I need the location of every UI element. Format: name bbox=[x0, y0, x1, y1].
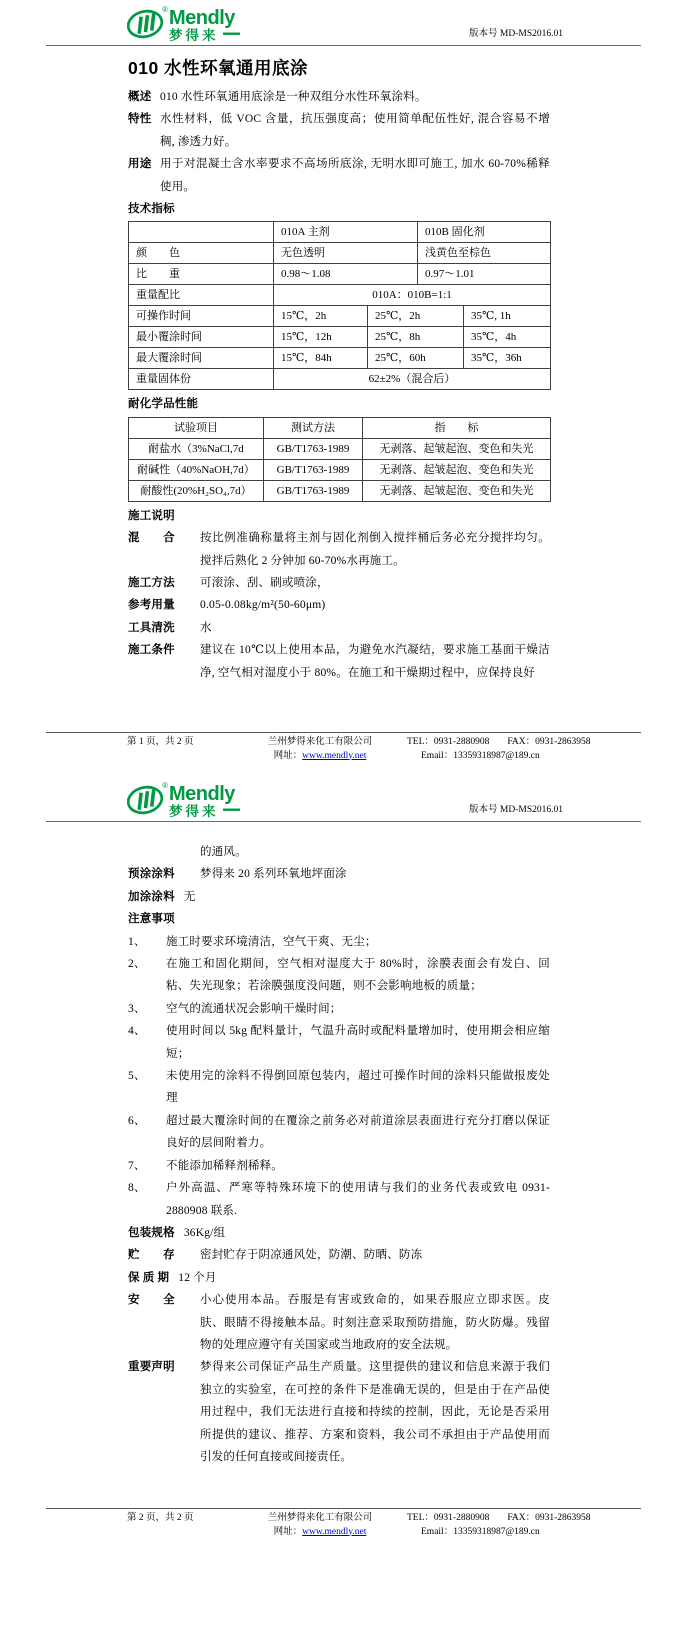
shelf-life-row bbox=[128, 1267, 550, 1289]
logo-stripes-icon bbox=[135, 790, 157, 810]
shelf-life-label: 保 质 期 bbox=[128, 1271, 170, 1284]
note-item: 4、 使用时间以 5kg 配料量计，气温升高时或配料量增加时，使用期会相应缩短； bbox=[128, 1025, 550, 1060]
website-link[interactable]: www.mendly.net bbox=[302, 750, 367, 761]
safety-row bbox=[128, 1289, 550, 1356]
table-row bbox=[129, 264, 551, 285]
table-cell bbox=[129, 222, 274, 243]
note-item: 8、 户外高温、严寒等特殊环境下的使用请与我们的业务代表或致电 0931-2880908 联系. bbox=[128, 1182, 550, 1217]
table-cell: 62±2%（混合后） bbox=[274, 369, 551, 390]
storage-text: 密封贮存于阴凉通风处，防潮、防晒、防冻 bbox=[200, 1249, 423, 1262]
mendly-logo-icon bbox=[127, 779, 245, 821]
precoat-label: 预涂涂料 bbox=[128, 868, 175, 881]
topcoat-text: 无 bbox=[183, 890, 196, 903]
method-text: 可滚涂、刮、刷或喷涂， bbox=[200, 577, 329, 590]
table-cell: 25℃，8h bbox=[368, 327, 464, 348]
registered-mark: ® bbox=[162, 5, 168, 14]
conditions-label: 施工条件 bbox=[128, 644, 175, 657]
shelf-life-text: 12 个月 bbox=[178, 1271, 217, 1284]
registered-mark: ® bbox=[162, 781, 168, 790]
table-header-cell: 试验项目 bbox=[129, 417, 264, 438]
product-title: 010 水性环氧通用底涂 bbox=[128, 58, 309, 78]
method-row bbox=[128, 572, 550, 594]
cleaning-row bbox=[128, 617, 550, 639]
precoat-text: 梦得来 20 系列环氧地坪面涂 bbox=[200, 868, 347, 881]
table-cell: 重量固体份 bbox=[129, 369, 274, 390]
table-cell: 15℃，2h bbox=[274, 306, 368, 327]
table-cell: 最小覆涂时间 bbox=[129, 327, 274, 348]
version-label: 版本号 MD-MS2016.01 bbox=[469, 29, 563, 39]
table-row bbox=[129, 417, 551, 438]
table-cell: 15℃，12h bbox=[274, 327, 368, 348]
table-row bbox=[129, 243, 551, 264]
construction-heading: 施工说明 bbox=[128, 509, 175, 522]
storage-row bbox=[128, 1244, 550, 1266]
packing-text: 36Kg/组 bbox=[183, 1226, 226, 1239]
footer-rule bbox=[46, 1508, 641, 1509]
table-cell: GB/T1763-1989 bbox=[264, 480, 363, 501]
website-link[interactable]: www.mendly.net bbox=[302, 1526, 367, 1537]
usage-text: 用于对混凝土含水率要求不高场所底涂, 无明水即可施工, 加水 60-70%稀释使用。 bbox=[160, 158, 550, 193]
table-cell: 最大覆涂时间 bbox=[129, 348, 274, 369]
table-cell: 35℃，36h bbox=[464, 348, 551, 369]
features-section bbox=[128, 108, 550, 153]
usage-section bbox=[128, 153, 550, 198]
table-cell: 0.97～1.01 bbox=[418, 264, 551, 285]
note-item: 7、 不能添加稀释剂稀释。 bbox=[128, 1159, 283, 1172]
table-cell: 35℃, 1h bbox=[464, 306, 551, 327]
table-cell: 010B 固化剂 bbox=[418, 222, 551, 243]
note-item: 1、 施工时要求环境清洁，空气干爽、无尘； bbox=[128, 935, 377, 948]
conditions-row bbox=[128, 639, 550, 684]
table-cell: 25℃，2h bbox=[368, 306, 464, 327]
note-item: 6、 超过最大覆涂时间的在覆涂之前务必对前道涂层表面进行充分打磨以保证良好的层间附着力。 bbox=[128, 1114, 550, 1150]
page-1 bbox=[0, 0, 687, 776]
table-row bbox=[129, 459, 551, 480]
table-row bbox=[129, 348, 551, 369]
tech-specs-table bbox=[128, 221, 551, 390]
notes-heading: 注意事项 bbox=[128, 913, 175, 926]
table-cell: 耐碱性（40%NaOH,7d） bbox=[129, 459, 264, 480]
table-cell: 15℃，84h bbox=[274, 348, 368, 369]
logo-underline bbox=[223, 33, 240, 35]
brand-name-cn: 梦得来 bbox=[169, 28, 219, 43]
mendly-logo-icon bbox=[127, 3, 245, 45]
storage-label: 贮 存 bbox=[128, 1249, 175, 1262]
page2-content bbox=[0, 822, 687, 1468]
company-name: 兰州梦得来化工有限公司 bbox=[267, 737, 373, 747]
website-label: 网址： bbox=[273, 750, 303, 761]
table-cell: 颜 色 bbox=[129, 243, 274, 264]
packing-label: 包装规格 bbox=[128, 1226, 175, 1239]
page-2 bbox=[0, 776, 687, 1638]
continuation-row bbox=[128, 841, 550, 863]
logo-stripes-icon bbox=[135, 14, 157, 34]
table-cell: 无剥落、起皱起泡、变色和失光 bbox=[363, 480, 551, 501]
table-row bbox=[129, 480, 551, 501]
tech-specs-heading: 技术指标 bbox=[128, 203, 175, 216]
table-cell: 25℃，60h bbox=[368, 348, 464, 369]
page-header bbox=[0, 0, 687, 45]
table-row bbox=[129, 306, 551, 327]
page1-content bbox=[0, 55, 687, 684]
method-label: 施工方法 bbox=[128, 577, 175, 590]
mendly-logo bbox=[127, 779, 245, 826]
table-cell: 耐盐水（3%NaCl,7d bbox=[129, 438, 264, 459]
fax: FAX：0931-2863958 bbox=[507, 737, 591, 747]
table-cell: 浅黄色至棕色 bbox=[418, 243, 551, 264]
table-cell: 耐酸性(20%H₂SO₄,7d） bbox=[129, 480, 264, 501]
overview-label: 概述 bbox=[128, 91, 152, 103]
dosage-text: 0.05-0.08kg/m²(50-60μm) bbox=[200, 599, 326, 612]
usage-label: 用途 bbox=[128, 158, 152, 171]
mixing-label: 混 合 bbox=[128, 532, 175, 545]
table-cell: GB/T1763-1989 bbox=[264, 459, 363, 480]
table-cell: 重量配比 bbox=[129, 285, 274, 306]
precoat-row bbox=[128, 863, 550, 885]
tel: TEL：0931-2880908 bbox=[407, 1513, 490, 1523]
mixing-text: 按比例准确称量将主剂与固化剂倒入搅拌桶后务必充分搅拌均匀。搅拌后熟化 2 分钟加 60-70%水再施工。 bbox=[200, 532, 550, 567]
website-label: 网址： bbox=[273, 1526, 303, 1537]
note-item: 3、 空气的流通状况会影响干燥时间； bbox=[128, 1002, 342, 1015]
chem-resistance-table bbox=[128, 417, 551, 502]
safety-text: 小心使用本品。吞服是有害或致命的，如果吞服应立即求医。皮肤、眼睛不得接触本品。时刻注意采取预防措施，防火防爆。残留物的处理应遵守有关国家或当地政府的安全法规。 bbox=[200, 1294, 550, 1351]
table-cell: 无剥落、起皱起泡、变色和失光 bbox=[363, 459, 551, 480]
chem-resistance-heading: 耐化学品性能 bbox=[128, 398, 199, 411]
note-item: 5、 未使用完的涂料不得倒回原包装内，超过可操作时间的涂料只能做报废处理 bbox=[128, 1070, 550, 1105]
logo-underline bbox=[223, 809, 240, 811]
table-cell: 35℃，4h bbox=[464, 327, 551, 348]
table-row bbox=[129, 438, 551, 459]
disclaimer-text: 梦得来公司保证产品生产质量。这里提供的建议和信息来源于我们独立的实验室，在可控的条件下是准确无误的，但是由于在产品使用过程中，我们无法进行直接和持续的控制，因此，无论是否采用所提供的建议、推荐、方案和资料，我公司不承担由于产品使用而引发的任何直接或间接责任。 bbox=[200, 1361, 550, 1463]
table-row bbox=[129, 285, 551, 306]
page2-footer bbox=[0, 1508, 687, 1539]
mendly-logo bbox=[127, 3, 245, 50]
tel: TEL：0931-2880908 bbox=[407, 737, 490, 747]
features-text: 水性材料，低 VOC 含量，抗压强度高；使用简单配伍性好, 混合容易不增稠, 渗透力好。 bbox=[160, 113, 550, 148]
version-label: 版本号 MD-MS2016.01 bbox=[469, 805, 563, 815]
continuation-text: 的通风。 bbox=[200, 846, 247, 858]
email: Email：13359318987@189.cn bbox=[421, 1526, 540, 1537]
page-number: 第 2 页，共 2 页 bbox=[127, 1513, 194, 1523]
table-cell: 010A 主剂 bbox=[274, 222, 418, 243]
table-header-cell: 指 标 bbox=[363, 417, 551, 438]
brand-name: Mendly bbox=[169, 783, 235, 805]
email: Email：13359318987@189.cn bbox=[421, 750, 540, 761]
brand-name-cn: 梦得来 bbox=[169, 804, 219, 819]
page-header bbox=[0, 776, 687, 821]
topcoat-label: 加涂涂料 bbox=[128, 890, 175, 903]
footer-rule bbox=[46, 732, 641, 733]
disclaimer-label: 重要声明 bbox=[128, 1361, 175, 1374]
table-cell: 无剥落、起皱起泡、变色和失光 bbox=[363, 438, 551, 459]
page1-footer bbox=[0, 732, 687, 763]
features-label: 特性 bbox=[128, 113, 152, 126]
table-row bbox=[129, 327, 551, 348]
company-name: 兰州梦得来化工有限公司 bbox=[267, 1513, 373, 1523]
table-cell: 无色透明 bbox=[274, 243, 418, 264]
safety-label: 安 全 bbox=[128, 1294, 175, 1307]
disclaimer-row bbox=[128, 1356, 550, 1468]
conditions-text: 建议在 10℃以上使用本品，为避免水汽凝结，要求施工基面干燥洁净, 空气相对湿度小于 80%。在施工和干燥期过程中，应保持良好 bbox=[200, 644, 550, 679]
dosage-row bbox=[128, 594, 550, 616]
mixing-row bbox=[128, 527, 550, 572]
table-cell: GB/T1763-1989 bbox=[264, 438, 363, 459]
table-cell: 010A：010B=1:1 bbox=[274, 285, 551, 306]
table-cell: 可操作时间 bbox=[129, 306, 274, 327]
overview-text: 010 水性环氧通用底涂是一种双组分水性环氧涂料。 bbox=[160, 91, 427, 103]
table-row bbox=[129, 369, 551, 390]
overview-section bbox=[128, 86, 550, 108]
topcoat-row bbox=[128, 886, 550, 908]
table-row bbox=[129, 222, 551, 243]
table-cell: 比 重 bbox=[129, 264, 274, 285]
table-cell: 0.98～1.08 bbox=[274, 264, 418, 285]
page-number: 第 1 页，共 2 页 bbox=[127, 737, 194, 747]
packing-row bbox=[128, 1222, 550, 1244]
note-item: 2、 在施工和固化期间，空气相对湿度大于 80%时，涂膜表面会有发白、回粘、失光现象；若涂膜强度没问题，则不会影响地板的质量； bbox=[128, 958, 550, 993]
table-header-cell: 测试方法 bbox=[264, 417, 363, 438]
dosage-label: 参考用量 bbox=[128, 599, 175, 612]
brand-name: Mendly bbox=[169, 7, 235, 29]
cleaning-label: 工具清洗 bbox=[128, 621, 175, 634]
cleaning-text: 水 bbox=[200, 621, 212, 634]
fax: FAX：0931-2863958 bbox=[507, 1513, 591, 1523]
